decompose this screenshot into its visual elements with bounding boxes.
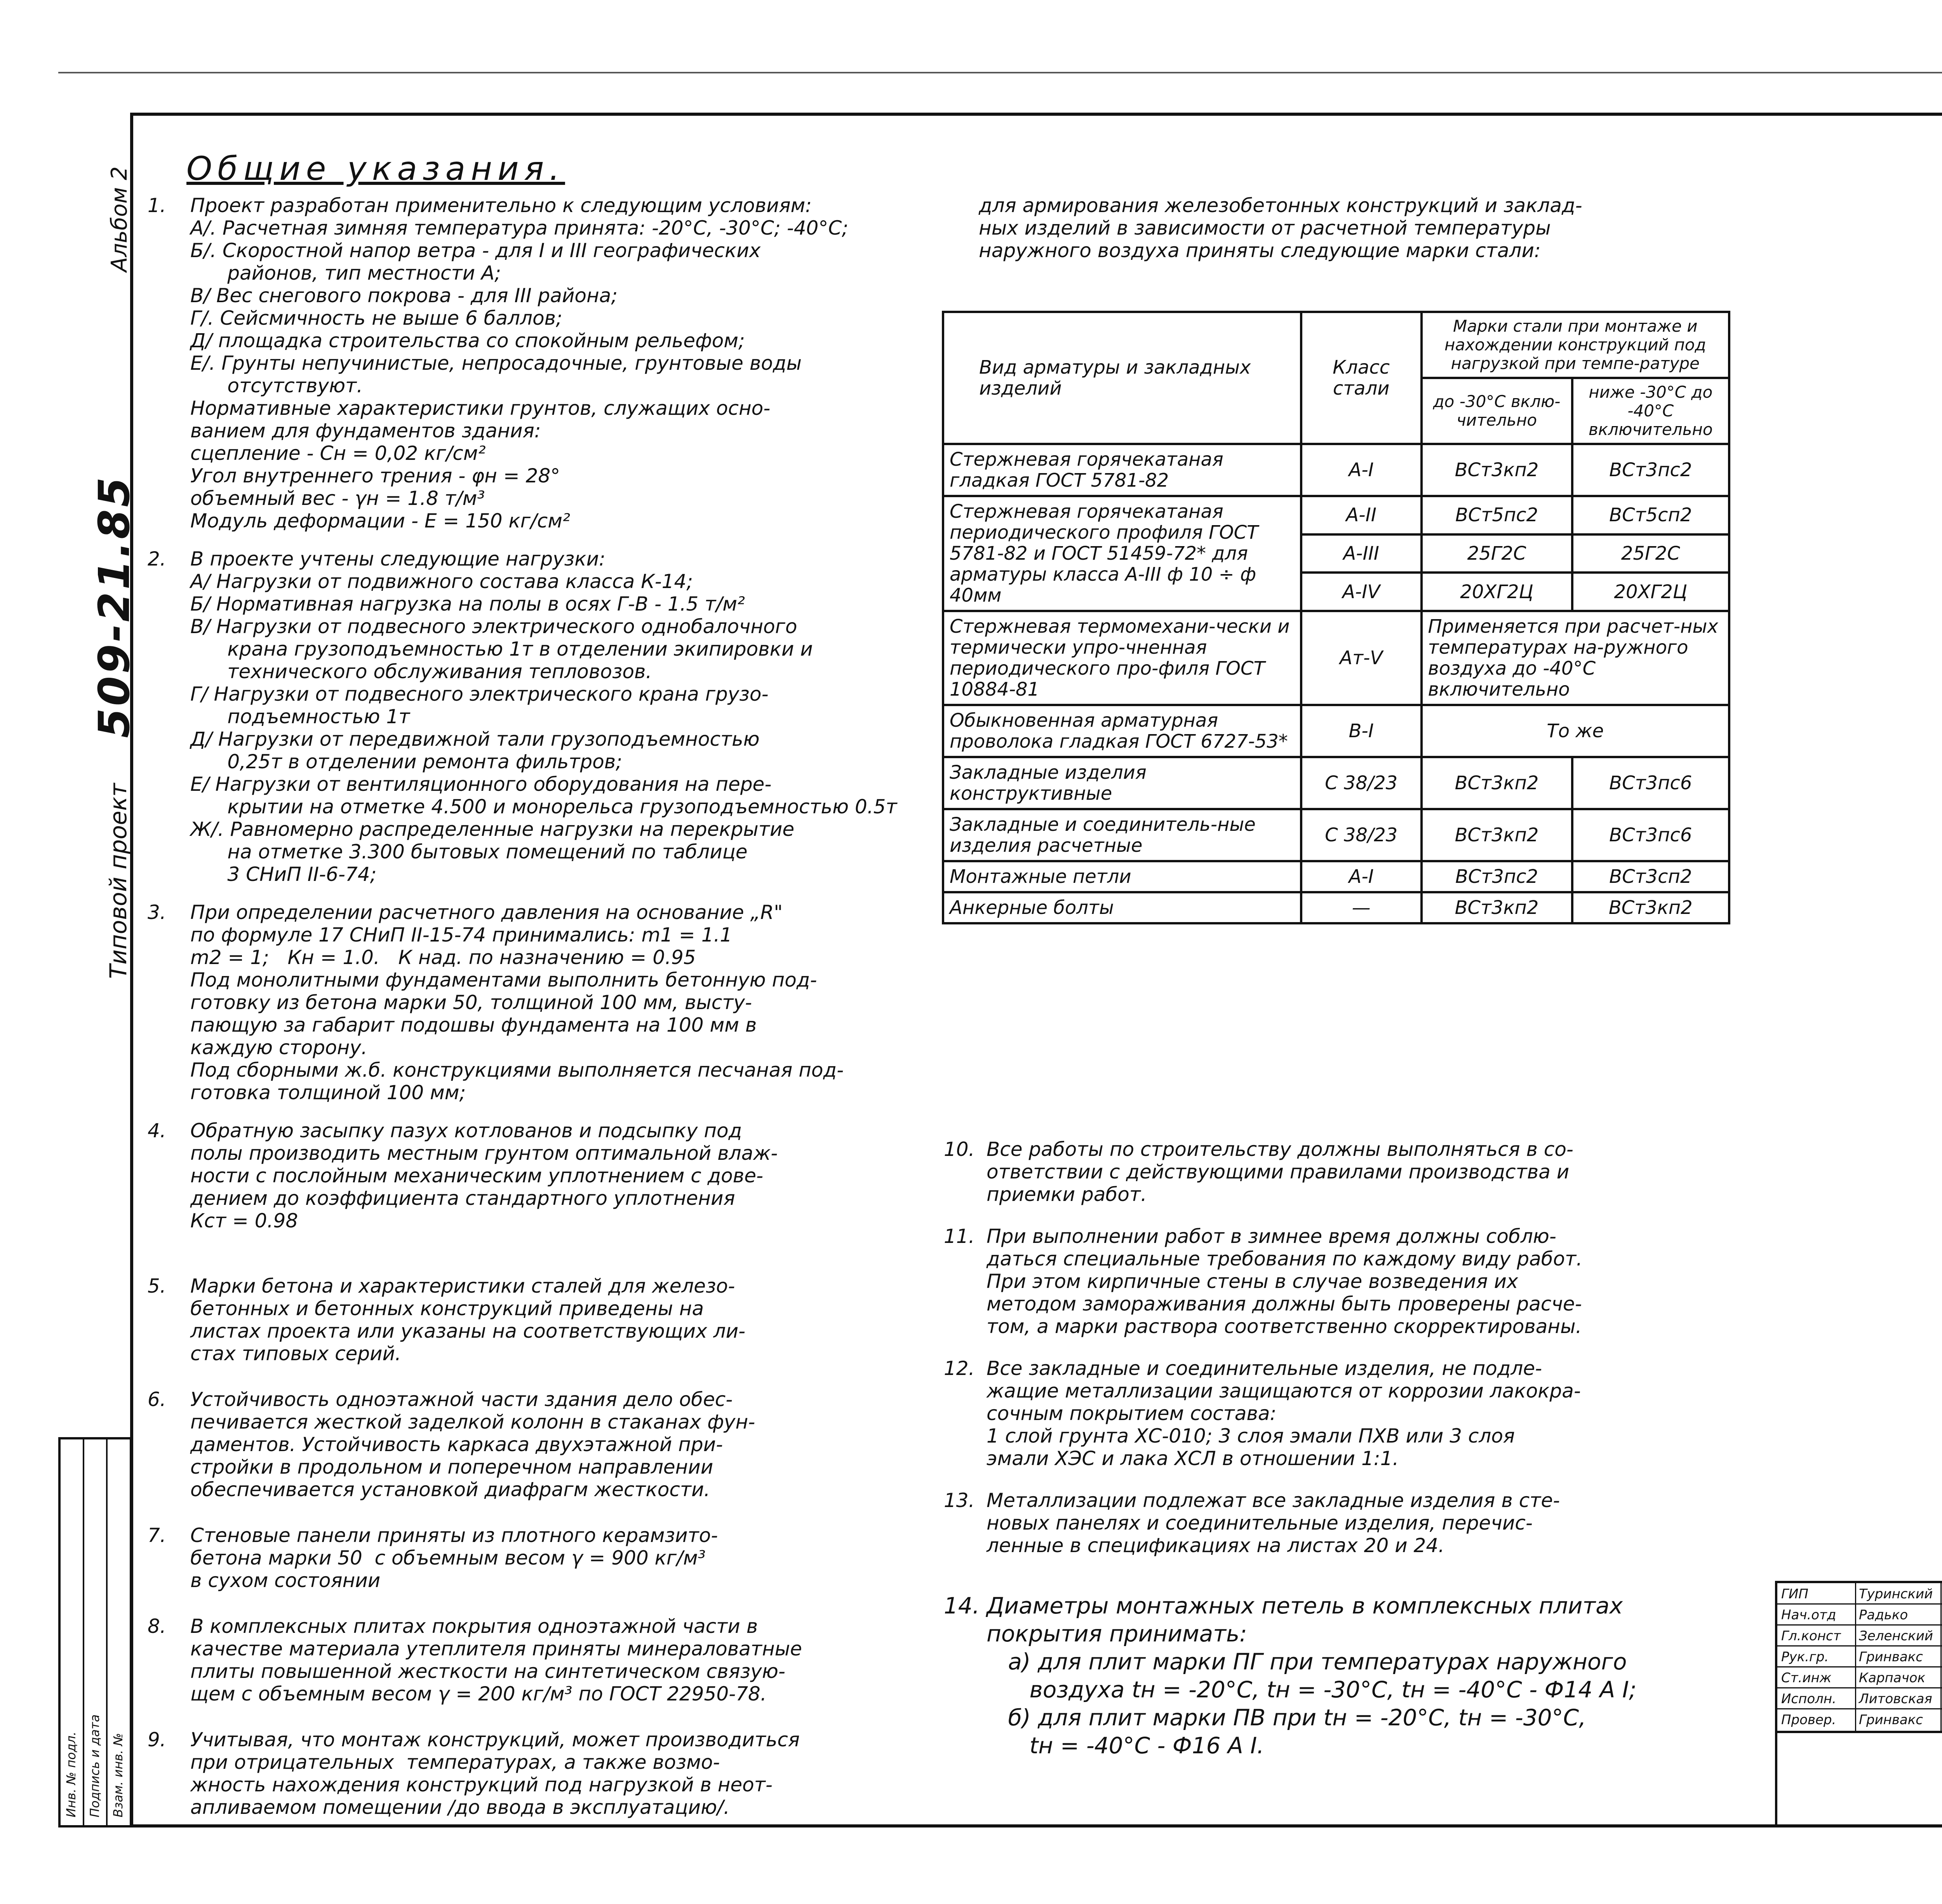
signature-row: Нач.отд Радько	[1777, 1604, 1942, 1626]
header-to30: до -30°С вклю-чительно	[1422, 378, 1572, 444]
side-stamp-cell: Инв. № подл.	[64, 1732, 78, 1817]
header-below30: ниже -30°С до -40°С включительно	[1572, 378, 1729, 444]
note-13: 13. Металлизации подлежат все закладные изделия в сте- новых панелях и соединительные изделия, перечис- ленные в спецификациях на листах 20 и 24.	[944, 1489, 1560, 1557]
note-7: 7. Стеновые панели приняты из плотного керамзито- бетона марки 50 с объемным весом γ = 900 кг/м³ в сухом состоянии	[148, 1524, 718, 1592]
table-row: Стержневая горячекатаная периодического профиля ГОСТ 5781-82 и ГОСТ 51459-72* для арматуры класса А-III ф 10 ÷ ф 40мм А-II ВСт5пс2 ВСт5сп2	[943, 496, 1729, 534]
top-trim-line	[58, 72, 1942, 73]
note-6: 6. Устойчивость одноэтажной части здания дело обес- печивается жесткой заделкой колонн в стаканах фун- даментов. Устойчивость каркаса двухэтажной при- стройки в продольном и поперечном направлении обеспечивается установкой диафрагм жесткости.	[148, 1388, 755, 1501]
header-type: Вид арматуры и закладных изделий	[943, 312, 1301, 444]
project-label-vertical: Типовой проект	[105, 783, 132, 979]
table-header-row	[943, 312, 1729, 378]
table-row: Стержневая термомехани-чески и термически упро-чненная периодического про-филя ГОСТ 10884-81 Ат-V Применяется при расчет-ных температурах на-ружного воздуха до -40°С включительно	[943, 611, 1729, 705]
table-row: Обыкновенная арматурная проволока гладкая ГОСТ 6727-53* В-I То же	[943, 705, 1729, 757]
note-1: 1. Проект разработан применительно к следующим условиям: А/. Расчетная зимняя температура принята: -20°С, -30°С; -40°С; Б/. Скоростной напор ветра - для I и III географических районов, тип местности А; В/ Вес снегового покрова - для III района; Г/. Сейсмичность не выше 6 баллов; Д/ площадка строительства со спокойным рельефом; Е/. Грунты непучинистые, непросадочные, грунтовые воды отсутствуют. Нормативные характеристики грунтов, служащих осно- ванием для фундаментов здания: сцепление - Сн = 0,02 кг/см² Угол внутреннего трения - φн = 28° объемный вес - γн = 1.8 т/м³ Модуль деформации - Е = 150 кг/см²	[148, 194, 849, 532]
title-block	[1775, 1581, 1942, 1827]
note-9: 9. Учитывая, что монтаж конструкций, может производиться при отрицательных температурах, а также возмо- жность нахождения конструкций под нагрузкой в неот- апливаемом помещении /до ввода в эксплуатацию/.	[148, 1728, 800, 1819]
table-row: А-III 25Г2С 25Г2С	[943, 534, 1729, 573]
steel-intro-text: для армирования железобетонных конструкций и заклад- ных изделий в зависимости от расчетной температуры наружного воздуха приняты следующие марки стали:	[979, 194, 1582, 262]
signature-row: ГИП Туринский	[1777, 1583, 1942, 1605]
signature-row: Ст.инж Карпачок	[1777, 1667, 1942, 1688]
table-row: А-IV 20ХГ2Ц 20ХГ2Ц	[943, 573, 1729, 611]
table-row: Закладные изделия конструктивные С 38/23 ВСт3кп2 ВСт3пс6	[943, 757, 1729, 809]
note-10: 10. Все работы по строительству должны выполняться в со- ответствии с действующими правилами производства и приемки работ.	[944, 1138, 1573, 1206]
table-row: Монтажные петли А-I ВСт3пс2 ВСт3сп2	[943, 861, 1729, 892]
header-class: Класс стали	[1301, 312, 1422, 444]
note-14: 14. Диаметры монтажных петель в комплексных плитах покрытия принимать: а) для плит марки ПГ при температурах наружного воздуха tн = -20°С, tн = -30°С, tн = -40°С - Ф14 А I; б) для плит марки ПВ при tн = -20°С, tн = -30°С, tн = -40°С - Ф16 А I.	[944, 1592, 1637, 1759]
steel-grades-table	[942, 311, 1730, 924]
table-row: Анкерные болты — ВСт3кп2 ВСт3кп2	[943, 892, 1729, 923]
album-label: Альбом 2	[107, 166, 132, 272]
header-grades: Марки стали при монтаже и нахождении конструкций под нагрузкой при темпе-ратуре	[1422, 312, 1729, 378]
page-title: Общие указания.	[186, 150, 565, 188]
table-row: Закладные и соединитель-ные изделия расчетные С 38/23 ВСт3кп2 ВСт3пс6	[943, 809, 1729, 861]
note-11: 11. При выполнении работ в зимнее время должны соблю- даться специальные требования по каждому виду работ. При этом кирпичные стены в случае возведения их методом замораживания должны быть проверены расче- том, а марки раствора соответственно скорректированы.	[944, 1225, 1583, 1338]
signature-row: Провер. Гринвакс	[1781, 1712, 1923, 1728]
side-stamp-cell: Взам. инв. №	[106, 1439, 130, 1825]
project-code-vertical: 509-21.85	[89, 475, 139, 738]
notes-right-column	[944, 1138, 1752, 1760]
note-5: 5. Марки бетона и характеристики сталей для железо- бетонных и бетонных конструкций приведены на листах проекта или указаны на соответствующих ли- стах типовых серий.	[148, 1275, 746, 1365]
note-3: 3. При определении расчетного давления на основание „R" по формуле 17 СНиП II-15-74 принимались: m1 = 1.1 m2 = 1; Кн = 1.0. К над. по назначению = 0.95 Под монолитными фундаментами выполнить бетонную под- готовку из бетона марки 50, толщиной 100 мм, высту- пающую за габарит подошвы фундамента на 100 мм в каждую сторону. Под сборными ж.б. конструкциями выполняется песчаная под- готовка толщиной 100 мм;	[148, 901, 844, 1104]
note-2: 2. В проекте учтены следующие нагрузки: А/ Нагрузки от подвижного состава класса К-14; Б/ Нормативная нагрузка на полы в осях Г-В - 1.5 т/м² В/ Нагрузки от подвесного электрического однобалочного крана грузоподъемностью 1т в отделении экипировки и технического обслуживания тепловозов. Г/ Нагрузки от подвесного электрического крана грузо- подъемностью 1т Д/ Нагрузки от передвижной тали грузоподъемностью 0,25т в отделении ремонта фильтров; Е/ Нагрузки от вентиляционного оборудования на пере- крытии на отметке 4.500 и монорельса грузоподъемностью 0.5т Ж/. Равномерно распределенные нагрузки на перекрытие на отметке 3.300 бытовых помещений по таблице 3 СНиП II-6-74;	[148, 548, 897, 886]
signature-row: Гл.конст Зеленский	[1777, 1625, 1942, 1646]
note-4: 4. Обратную засыпку пазух котлованов и подсыпку под полы производить местным грунтом оптимальной влаж- ности с послойным механическим уплотнением с дове- дением до коэффициента стандартного уплотнения Кст = 0.98	[148, 1119, 778, 1232]
notes-left-column	[148, 194, 944, 1819]
signature-row: Рук.гр. Гринвакс	[1777, 1646, 1942, 1667]
side-stamp-cell: Подпись и дата	[83, 1439, 106, 1825]
side-stamp	[58, 1437, 132, 1827]
signature-row: Исполн. Литовская	[1777, 1688, 1942, 1709]
note-8: 8. В комплексных плитах покрытия одноэтажной части в качестве материала утеплителя приняты минераловатные плиты повышенной жесткости на синтетическом связую- щем с объемным весом γ = 200 кг/м³ по ГОСТ 22950-78.	[148, 1615, 802, 1705]
note-12: 12. Все закладные и соединительные изделия, не подле- жащие металлизации защищаются от коррозии лакокра- сочным покрытием состава: 1 слой грунта ХС-010; 3 слоя эмали ПХВ или 3 слоя эмали ХЭС и лака ХСЛ в отношении 1:1.	[944, 1357, 1581, 1470]
table-row: Стержневая горячекатаная гладкая ГОСТ 5781-82 А-I ВСт3кп2 ВСт3пс2	[943, 444, 1729, 496]
